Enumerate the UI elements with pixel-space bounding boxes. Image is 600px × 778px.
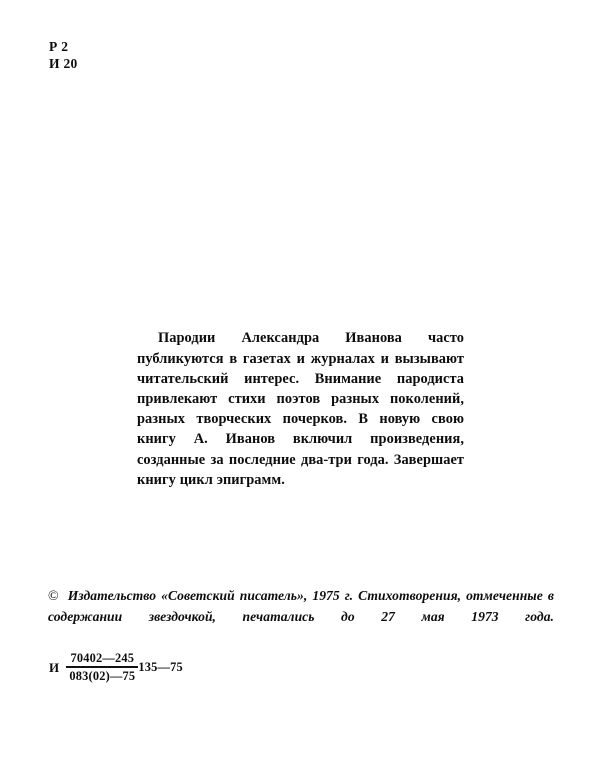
copyright-symbol-icon: © — [48, 588, 59, 604]
book-code — [49, 652, 183, 683]
classification-marks — [49, 38, 78, 72]
imprint-notice — [48, 586, 554, 627]
book-code-fraction — [66, 652, 138, 683]
book-code-prefix: И — [49, 659, 60, 675]
annotation-paragraph: Пародии Александра Иванова часто публикуются в газетах и журналах и вызывают читательский интерес. Внимание пародиста привлекают стихи поэтов разных поколений, разных творческих почерков. В новую свою книгу А. Иванов включил произведения, созданные за последние два-три года. Завершает книгу цикл эпиграмм. — [137, 330, 464, 488]
book-code-suffix: 135—75 — [138, 660, 183, 675]
classification-line-1: Р 2 — [49, 39, 69, 54]
imprint-text: Издательство «Советский писатель», 1975 г. Стихотворения, отмеченные в содержании звездочкой, печатались до 27 мая 1973 года. — [48, 587, 554, 624]
book-code-numerator: 70402—245 — [70, 651, 135, 665]
classification-line-2: И 20 — [49, 56, 78, 71]
book-code-denominator: 083(02)—75 — [69, 669, 136, 684]
